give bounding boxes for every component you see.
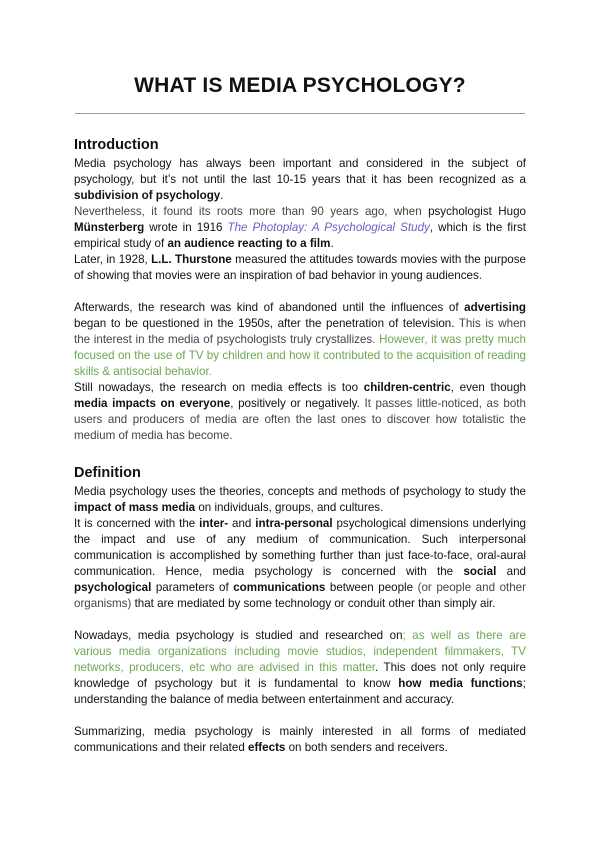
definition-paragraph-1: Media psychology uses the theories, concepts and methods of psychology to study the impact of mass media on individuals, groups, and cultures. [74,485,526,514]
definition-paragraph-2: It is concerned with the inter- and intra-personal psychological dimensions underlying the impact and use of any medium of communication. Such interpersonal communication is accomplished by something further than just face-to-face, oral-aural communication. Hence, media psychology is concerned with the social and psychological parameters of communications between people (or people and other organisms) that are mediated by some technology or conduit other than simply air. [74,517,527,610]
intro-paragraph-1: Media psychology has always been important and considered in the subject of psychology, but it’s not until the last 10-15 years that it has been recognized as a subdivision of psychology. [74,157,526,202]
definition-heading: Definition [74,465,141,481]
definition-paragraph-4: Summarizing, media psychology is mainly interested in all forms of mediated communications and their related effects on both senders and receivers. [74,725,526,754]
page-title: WHAT IS MEDIA PSYCHOLOGY? [134,74,466,97]
intro-paragraph-3: Later, in 1928, L.L. Thurstone measured the attitudes towards movies with the purpose of showing that movies were an inspiration of bad behavior in young audiences. [74,253,526,282]
book-title-link: The Photoplay: A Psychological Study [227,221,430,234]
introduction-heading: Introduction [74,137,159,153]
title-divider [75,113,525,114]
intro-paragraph-2: Nevertheless, it found its roots more than 90 years ago, when psychologist Hugo Münsterberg wrote in 1916 The Photoplay: A Psychological Study, which is the first empirical study of an audience reacting to a film. [74,205,526,250]
definition-paragraph-3: Nowadays, media psychology is studied and researched on; as well as there are various media organizations including movie studios, independent filmmakers, TV networks, producers, etc who are advised in this matter. This does not only require knowledge of psychology but it is fundamental to know how media functions; understanding the balance of media between entertainment and accuracy. [74,629,526,706]
intro-paragraph-5: Still nowadays, the research on media effects is too children-centric, even though media impacts on everyone, positively or negatively. It passes little-noticed, as both users and producers of media are often the last ones to discover how totalistic the medium of media has become. [74,381,527,442]
document-body [74,136,526,756]
highlighted-text: However, it was pretty much focused on the use of TV by children and how it contributed to the acquisition of reading skills & antisocial behavior. [74,333,526,378]
highlighted-text: ; as well as there are various media organizations including movie studios, independent filmmakers, TV networks, producers, etc who are advised in this matter [74,629,526,674]
intro-paragraph-4: Afterwards, the research was kind of abandoned until the influences of advertising began to be questioned in the 1950s, after the penetration of television. This is when the interest in the media of psychologists truly crystallizes. However, it was pretty much focused on the use of TV by children and how it contributed to the acquisition of reading skills & antisocial behavior. [74,301,527,378]
